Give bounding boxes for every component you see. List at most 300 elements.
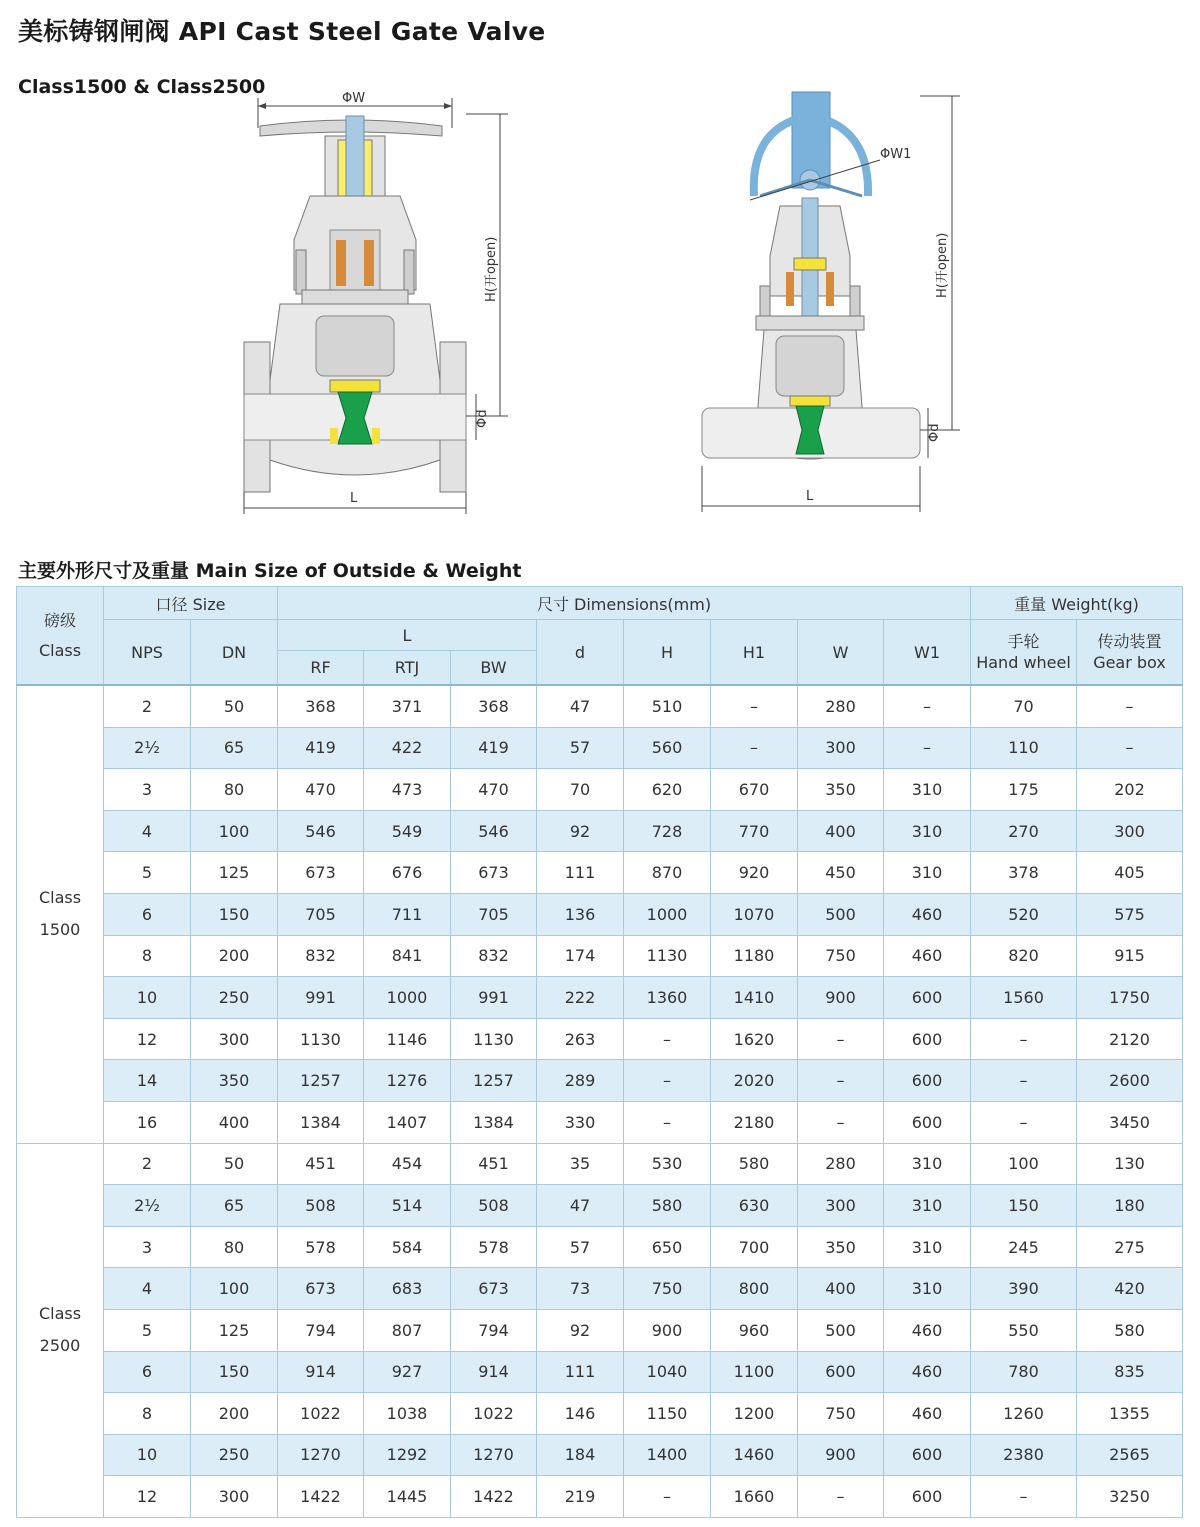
table-cell: 650 bbox=[624, 1226, 711, 1268]
table-cell: 600 bbox=[884, 1060, 971, 1102]
table-cell: 510 bbox=[624, 685, 711, 727]
table-cell: 14 bbox=[104, 1060, 191, 1102]
table-cell: 289 bbox=[537, 1060, 624, 1102]
table-cell: 310 bbox=[884, 810, 971, 852]
table-row bbox=[17, 1434, 1183, 1476]
table-cell: 310 bbox=[884, 1268, 971, 1310]
table-cell: 991 bbox=[278, 977, 364, 1019]
table-cell: – bbox=[971, 1476, 1077, 1518]
table-cell: – bbox=[1077, 727, 1183, 769]
table-cell: 6 bbox=[104, 1351, 191, 1393]
table-cell: – bbox=[971, 1060, 1077, 1102]
table-cell: 1292 bbox=[364, 1434, 451, 1476]
class-cell bbox=[17, 1143, 104, 1517]
table-cell: 300 bbox=[1077, 810, 1183, 852]
table-cell: 832 bbox=[278, 935, 364, 977]
table-cell: 780 bbox=[971, 1351, 1077, 1393]
table-cell: 390 bbox=[971, 1268, 1077, 1310]
table-cell: 1660 bbox=[711, 1476, 798, 1518]
table-cell: 422 bbox=[364, 727, 451, 769]
table-cell: 10 bbox=[104, 1434, 191, 1476]
table-cell: 100 bbox=[191, 810, 278, 852]
table-cell: 470 bbox=[278, 769, 364, 811]
table-cell: 580 bbox=[711, 1143, 798, 1185]
table-cell: 832 bbox=[451, 935, 537, 977]
table-row bbox=[17, 1185, 1183, 1227]
dimensions-table bbox=[16, 586, 1183, 1518]
table-cell: 508 bbox=[278, 1185, 364, 1227]
table-cell: 508 bbox=[451, 1185, 537, 1227]
table-cell: – bbox=[711, 685, 798, 727]
table-cell: 50 bbox=[191, 1143, 278, 1185]
table-cell: 1040 bbox=[624, 1351, 711, 1393]
header-class bbox=[17, 587, 104, 686]
table-cell: 676 bbox=[364, 852, 451, 894]
table-cell: 900 bbox=[798, 1434, 884, 1476]
table-row bbox=[17, 852, 1183, 894]
table-row bbox=[17, 935, 1183, 977]
table-cell: 371 bbox=[364, 685, 451, 727]
gearbox-valve-drawing bbox=[690, 86, 990, 516]
table-cell: 1270 bbox=[278, 1434, 364, 1476]
table-cell: 180 bbox=[1077, 1185, 1183, 1227]
table-cell: 125 bbox=[191, 852, 278, 894]
header-l: L bbox=[278, 620, 537, 651]
table-cell: 560 bbox=[624, 727, 711, 769]
dim-d2-label: Φd bbox=[927, 423, 942, 442]
table-cell: 5 bbox=[104, 1309, 191, 1351]
table-cell: – bbox=[798, 1060, 884, 1102]
header-hand-wheel-cn: 手轮 bbox=[1007, 632, 1040, 651]
table-cell: 150 bbox=[971, 1185, 1077, 1227]
table-row bbox=[17, 977, 1183, 1019]
table-cell: 460 bbox=[884, 1309, 971, 1351]
table-cell: – bbox=[971, 1018, 1077, 1060]
table-cell: 1038 bbox=[364, 1393, 451, 1435]
table-row bbox=[17, 727, 1183, 769]
table-cell: 219 bbox=[537, 1476, 624, 1518]
table-cell: 57 bbox=[537, 727, 624, 769]
table-cell: 820 bbox=[971, 935, 1077, 977]
header-rf: RF bbox=[278, 651, 364, 686]
header-size: 口径 Size bbox=[104, 587, 278, 620]
table-cell: 914 bbox=[278, 1351, 364, 1393]
table-cell: 1257 bbox=[451, 1060, 537, 1102]
table-cell: 300 bbox=[191, 1476, 278, 1518]
table-cell: 150 bbox=[191, 893, 278, 935]
table-cell: 750 bbox=[624, 1268, 711, 1310]
table-cell: 111 bbox=[537, 1351, 624, 1393]
table-cell: 870 bbox=[624, 852, 711, 894]
table-cell: 630 bbox=[711, 1185, 798, 1227]
table-cell: 146 bbox=[537, 1393, 624, 1435]
table-row bbox=[17, 810, 1183, 852]
table-cell: 728 bbox=[624, 810, 711, 852]
table-cell: 47 bbox=[537, 1185, 624, 1227]
table-cell: 1410 bbox=[711, 977, 798, 1019]
table-cell: 600 bbox=[884, 1101, 971, 1143]
table-cell: 673 bbox=[451, 852, 537, 894]
table-cell: 673 bbox=[278, 1268, 364, 1310]
table-cell: 110 bbox=[971, 727, 1077, 769]
table-cell: 460 bbox=[884, 935, 971, 977]
table-cell: 100 bbox=[971, 1143, 1077, 1185]
table-cell: 12 bbox=[104, 1018, 191, 1060]
header-d: d bbox=[537, 620, 624, 686]
table-cell: 200 bbox=[191, 935, 278, 977]
table-cell: 50 bbox=[191, 685, 278, 727]
table-cell: 750 bbox=[798, 1393, 884, 1435]
table-body bbox=[17, 685, 1183, 1517]
table-cell: 1200 bbox=[711, 1393, 798, 1435]
table-cell: 600 bbox=[884, 1018, 971, 1060]
table-cell: – bbox=[624, 1060, 711, 1102]
table-cell: 1384 bbox=[278, 1101, 364, 1143]
class-cell bbox=[17, 685, 104, 1143]
dim-l-label: L bbox=[350, 491, 358, 506]
table-row bbox=[17, 1351, 1183, 1393]
table-cell: 350 bbox=[798, 769, 884, 811]
table-cell: 5 bbox=[104, 852, 191, 894]
table-cell: 280 bbox=[798, 685, 884, 727]
table-row bbox=[17, 1226, 1183, 1268]
table-cell: 8 bbox=[104, 935, 191, 977]
header-rtj: RTJ bbox=[364, 651, 451, 686]
table-cell: 3 bbox=[104, 769, 191, 811]
table-cell: 65 bbox=[191, 727, 278, 769]
table-cell: 10 bbox=[104, 977, 191, 1019]
table-cell: 807 bbox=[364, 1309, 451, 1351]
table-cell: 549 bbox=[364, 810, 451, 852]
table-cell: 263 bbox=[537, 1018, 624, 1060]
table-cell: 915 bbox=[1077, 935, 1183, 977]
table-cell: 350 bbox=[798, 1226, 884, 1268]
table-cell: 202 bbox=[1077, 769, 1183, 811]
table-cell: 12 bbox=[104, 1476, 191, 1518]
table-cell: – bbox=[624, 1101, 711, 1143]
table-cell: 405 bbox=[1077, 852, 1183, 894]
dim-h-label: H(开open) bbox=[484, 236, 499, 302]
table-cell: 16 bbox=[104, 1101, 191, 1143]
table-cell: 111 bbox=[537, 852, 624, 894]
header-h1: H1 bbox=[711, 620, 798, 686]
table-cell: 330 bbox=[537, 1101, 624, 1143]
class-line-2: 2500 bbox=[39, 1336, 81, 1356]
table-cell: 1100 bbox=[711, 1351, 798, 1393]
table-cell: 451 bbox=[451, 1143, 537, 1185]
table-cell: 2020 bbox=[711, 1060, 798, 1102]
table-cell: 2565 bbox=[1077, 1434, 1183, 1476]
dim-d-label: Φd bbox=[475, 409, 490, 428]
table-cell: 578 bbox=[451, 1226, 537, 1268]
header-hand-wheel-en: Hand wheel bbox=[976, 653, 1071, 672]
handwheel-valve-drawing bbox=[230, 80, 530, 520]
table-cell: 454 bbox=[364, 1143, 451, 1185]
table-cell: 70 bbox=[971, 685, 1077, 727]
table-cell: 310 bbox=[884, 1143, 971, 1185]
dim-w1-label: ΦW1 bbox=[880, 147, 912, 162]
table-row bbox=[17, 1268, 1183, 1310]
table-cell: 368 bbox=[278, 685, 364, 727]
table-cell: 1422 bbox=[451, 1476, 537, 1518]
table-cell: 550 bbox=[971, 1309, 1077, 1351]
table-cell: 584 bbox=[364, 1226, 451, 1268]
table-cell: 1070 bbox=[711, 893, 798, 935]
table-cell: 150 bbox=[191, 1351, 278, 1393]
table-cell: 1130 bbox=[624, 935, 711, 977]
table-cell: 1360 bbox=[624, 977, 711, 1019]
header-bw: BW bbox=[451, 651, 537, 686]
table-cell: 600 bbox=[884, 1434, 971, 1476]
table-cell: 350 bbox=[191, 1060, 278, 1102]
table-cell: 600 bbox=[884, 977, 971, 1019]
table-cell: 546 bbox=[451, 810, 537, 852]
page-title: 美标铸钢闸阀 API Cast Steel Gate Valve bbox=[18, 17, 546, 46]
table-cell: 310 bbox=[884, 769, 971, 811]
table-cell: 914 bbox=[451, 1351, 537, 1393]
table-cell: 2½ bbox=[104, 1185, 191, 1227]
table-cell: – bbox=[884, 727, 971, 769]
table-cell: 3450 bbox=[1077, 1101, 1183, 1143]
table-cell: 1150 bbox=[624, 1393, 711, 1435]
table-cell: 47 bbox=[537, 685, 624, 727]
table-cell: 1560 bbox=[971, 977, 1077, 1019]
table-cell: 174 bbox=[537, 935, 624, 977]
table-cell: 1620 bbox=[711, 1018, 798, 1060]
header-gear-box bbox=[1077, 620, 1183, 686]
table-cell: 473 bbox=[364, 769, 451, 811]
table-cell: 275 bbox=[1077, 1226, 1183, 1268]
table-cell: 580 bbox=[1077, 1309, 1183, 1351]
header-weight: 重量 Weight(kg) bbox=[971, 587, 1183, 620]
table-cell: – bbox=[971, 1101, 1077, 1143]
table-row bbox=[17, 1060, 1183, 1102]
table-cell: 900 bbox=[798, 977, 884, 1019]
table-cell: 530 bbox=[624, 1143, 711, 1185]
table-cell: 250 bbox=[191, 1434, 278, 1476]
table-cell: 300 bbox=[798, 1185, 884, 1227]
table-cell: 310 bbox=[884, 852, 971, 894]
table-row bbox=[17, 1018, 1183, 1060]
table-cell: 250 bbox=[191, 977, 278, 1019]
header-gear-box-en: Gear box bbox=[1093, 653, 1166, 672]
table-cell: 92 bbox=[537, 1309, 624, 1351]
table-cell: 280 bbox=[798, 1143, 884, 1185]
table-cell: 1750 bbox=[1077, 977, 1183, 1019]
table-row bbox=[17, 1476, 1183, 1518]
table-cell: 35 bbox=[537, 1143, 624, 1185]
table-cell: 1445 bbox=[364, 1476, 451, 1518]
table-cell: 175 bbox=[971, 769, 1077, 811]
table-cell: – bbox=[884, 685, 971, 727]
table-cell: 100 bbox=[191, 1268, 278, 1310]
table-cell: 750 bbox=[798, 935, 884, 977]
header-h: H bbox=[624, 620, 711, 686]
table-cell: 1276 bbox=[364, 1060, 451, 1102]
table-cell: 700 bbox=[711, 1226, 798, 1268]
table-cell: 419 bbox=[451, 727, 537, 769]
table-cell: 1270 bbox=[451, 1434, 537, 1476]
table-row bbox=[17, 893, 1183, 935]
table-cell: 1422 bbox=[278, 1476, 364, 1518]
table-cell: 8 bbox=[104, 1393, 191, 1435]
dim-l2-label: L bbox=[806, 489, 814, 504]
table-cell: 136 bbox=[537, 893, 624, 935]
table-cell: 920 bbox=[711, 852, 798, 894]
header-class-cn: 磅级 bbox=[43, 610, 76, 630]
table-cell: 300 bbox=[191, 1018, 278, 1060]
header-dimensions: 尺寸 Dimensions(mm) bbox=[278, 587, 971, 620]
table-cell: 3250 bbox=[1077, 1476, 1183, 1518]
table-cell: 1130 bbox=[278, 1018, 364, 1060]
table-cell: 1000 bbox=[364, 977, 451, 1019]
class-line-2: 1500 bbox=[39, 920, 81, 940]
table-cell: 400 bbox=[191, 1101, 278, 1143]
table-cell: 73 bbox=[537, 1268, 624, 1310]
header-hand-wheel bbox=[971, 620, 1077, 686]
header-class-en: Class bbox=[38, 640, 82, 660]
table-cell: 1400 bbox=[624, 1434, 711, 1476]
dim-w-label: ΦW bbox=[342, 91, 366, 106]
class-line-1: Class bbox=[38, 888, 82, 908]
table-cell: 2 bbox=[104, 685, 191, 727]
table-cell: 673 bbox=[451, 1268, 537, 1310]
table-cell: 1022 bbox=[278, 1393, 364, 1435]
table-cell: 770 bbox=[711, 810, 798, 852]
table-cell: 4 bbox=[104, 1268, 191, 1310]
table-cell: 1260 bbox=[971, 1393, 1077, 1435]
table-cell: 2380 bbox=[971, 1434, 1077, 1476]
table-cell: 2 bbox=[104, 1143, 191, 1185]
table-cell: 125 bbox=[191, 1309, 278, 1351]
table-cell: 683 bbox=[364, 1268, 451, 1310]
table-cell: 184 bbox=[537, 1434, 624, 1476]
table-cell: 1022 bbox=[451, 1393, 537, 1435]
table-cell: 991 bbox=[451, 977, 537, 1019]
table-cell: 460 bbox=[884, 1351, 971, 1393]
table-cell: – bbox=[624, 1018, 711, 1060]
table-cell: – bbox=[624, 1476, 711, 1518]
table-row bbox=[17, 1143, 1183, 1185]
table-cell: 600 bbox=[884, 1476, 971, 1518]
table-cell: 460 bbox=[884, 1393, 971, 1435]
table-cell: 2120 bbox=[1077, 1018, 1183, 1060]
table-cell: – bbox=[798, 1018, 884, 1060]
section-title: 主要外形尺寸及重量 Main Size of Outside & Weight bbox=[18, 560, 522, 582]
table-cell: 400 bbox=[798, 810, 884, 852]
table-cell: 1355 bbox=[1077, 1393, 1183, 1435]
dim-h1-label: H(开open) bbox=[935, 232, 950, 298]
table-cell: 2½ bbox=[104, 727, 191, 769]
table-cell: 575 bbox=[1077, 893, 1183, 935]
table-cell: 57 bbox=[537, 1226, 624, 1268]
table-cell: 70 bbox=[537, 769, 624, 811]
table-cell: 1460 bbox=[711, 1434, 798, 1476]
header-nps: NPS bbox=[104, 620, 191, 686]
table-cell: 270 bbox=[971, 810, 1077, 852]
table-cell: 300 bbox=[798, 727, 884, 769]
table-cell: 600 bbox=[798, 1351, 884, 1393]
table-cell: 835 bbox=[1077, 1351, 1183, 1393]
table-cell: 900 bbox=[624, 1309, 711, 1351]
table-cell: 65 bbox=[191, 1185, 278, 1227]
table-row bbox=[17, 1101, 1183, 1143]
table-cell: – bbox=[711, 727, 798, 769]
table-cell: 800 bbox=[711, 1268, 798, 1310]
table-cell: 451 bbox=[278, 1143, 364, 1185]
table-cell: 1000 bbox=[624, 893, 711, 935]
table-cell: 1146 bbox=[364, 1018, 451, 1060]
table-cell: 420 bbox=[1077, 1268, 1183, 1310]
table-cell: 1407 bbox=[364, 1101, 451, 1143]
table-row bbox=[17, 769, 1183, 811]
table-cell: 200 bbox=[191, 1393, 278, 1435]
table-cell: 520 bbox=[971, 893, 1077, 935]
table-cell: 470 bbox=[451, 769, 537, 811]
table-cell: 500 bbox=[798, 1309, 884, 1351]
table-cell: 578 bbox=[278, 1226, 364, 1268]
table-cell: 514 bbox=[364, 1185, 451, 1227]
table-cell: 378 bbox=[971, 852, 1077, 894]
table-cell: 3 bbox=[104, 1226, 191, 1268]
table-cell: 419 bbox=[278, 727, 364, 769]
table-cell: 400 bbox=[798, 1268, 884, 1310]
table-cell: 80 bbox=[191, 769, 278, 811]
table-cell: 500 bbox=[798, 893, 884, 935]
table-cell: 368 bbox=[451, 685, 537, 727]
header-w: W bbox=[798, 620, 884, 686]
table-cell: 80 bbox=[191, 1226, 278, 1268]
table-cell: 310 bbox=[884, 1226, 971, 1268]
table-row bbox=[17, 1309, 1183, 1351]
table-cell: 927 bbox=[364, 1351, 451, 1393]
table-cell: – bbox=[1077, 685, 1183, 727]
table-cell: – bbox=[798, 1101, 884, 1143]
table-cell: 546 bbox=[278, 810, 364, 852]
class-subtitle: Class1500 & Class2500 bbox=[18, 76, 266, 98]
table-cell: 1180 bbox=[711, 935, 798, 977]
table-cell: 670 bbox=[711, 769, 798, 811]
table-cell: 92 bbox=[537, 810, 624, 852]
table-cell: 580 bbox=[624, 1185, 711, 1227]
table-cell: 794 bbox=[278, 1309, 364, 1351]
table-cell: 794 bbox=[451, 1309, 537, 1351]
header-dn: DN bbox=[191, 620, 278, 686]
table-cell: 245 bbox=[971, 1226, 1077, 1268]
table-cell: 705 bbox=[451, 893, 537, 935]
table-cell: 2600 bbox=[1077, 1060, 1183, 1102]
table-cell: 1130 bbox=[451, 1018, 537, 1060]
table-cell: 6 bbox=[104, 893, 191, 935]
table-cell: 460 bbox=[884, 893, 971, 935]
table-cell: 711 bbox=[364, 893, 451, 935]
header-w1: W1 bbox=[884, 620, 971, 686]
table-cell: 1384 bbox=[451, 1101, 537, 1143]
table-cell: 620 bbox=[624, 769, 711, 811]
table-cell: 222 bbox=[537, 977, 624, 1019]
table-cell: 1257 bbox=[278, 1060, 364, 1102]
table-cell: 673 bbox=[278, 852, 364, 894]
class-line-1: Class bbox=[38, 1304, 82, 1324]
table-cell: 960 bbox=[711, 1309, 798, 1351]
header-gear-box-cn: 传动装置 bbox=[1097, 632, 1162, 651]
table-row bbox=[17, 1393, 1183, 1435]
table-cell: 4 bbox=[104, 810, 191, 852]
table-cell: 130 bbox=[1077, 1143, 1183, 1185]
table-row bbox=[17, 685, 1183, 727]
table-cell: 705 bbox=[278, 893, 364, 935]
table-cell: 310 bbox=[884, 1185, 971, 1227]
